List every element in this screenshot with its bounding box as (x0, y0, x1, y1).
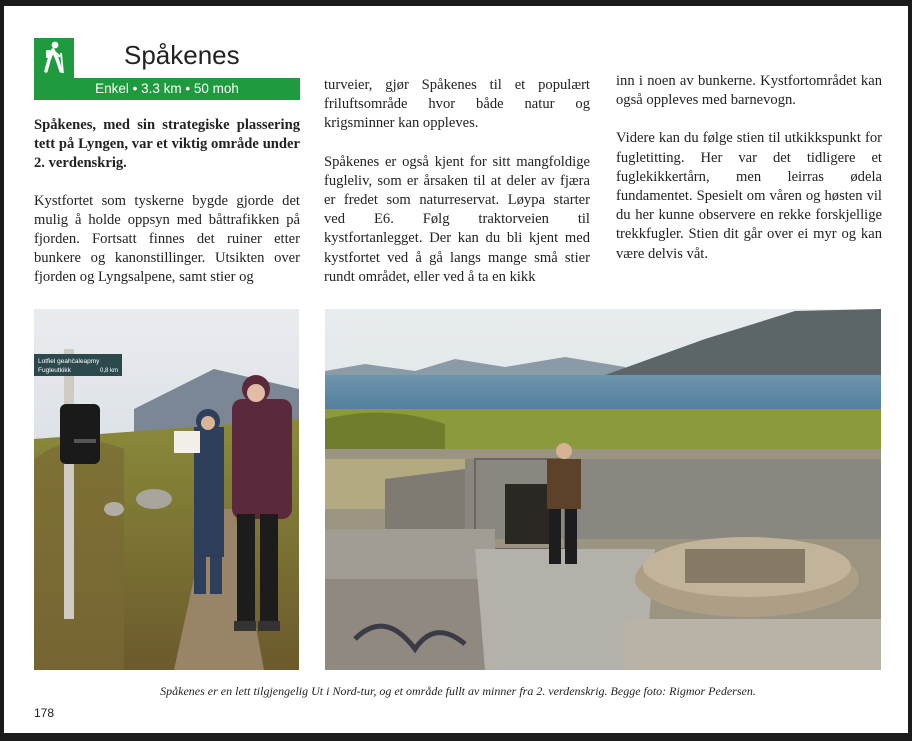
page-title: Spåkenes (124, 40, 240, 70)
photo-hikers-at-sign (34, 309, 299, 670)
sign-distance: 0,8 km (100, 368, 119, 374)
paragraph-2: Spåkenes er også kjent for sitt mangfoldige fugleliv, som er årsaken til at deler av fjæra er fredet som naturreservat. Løypa starter ved E6. Følg traktorveien til kystfortanlegget. Der kan du bli kjent med kystfortet ved å gå langs mange små stier rundt området, eller ved å ta en kikk (324, 153, 590, 285)
route-info-bar: Enkel • 3.3 km • 50 moh (34, 78, 300, 100)
paragraph-2-continued: inn i noen av bunkerne. Kystfortområdet kan også oppleves med barnevogn. (616, 73, 882, 109)
paragraph-1: Kystfortet som tyskerne bygde gjorde det mulig å holde oppsyn med båttrafikken på fjorden. Fortsatt finnes det ruiner etter bunkere og kanonstillinger. Utsikten over fjorden og Lyngsalpene, samt stier og (34, 192, 300, 286)
photo-caption: Spåkenes er en lett tilgjengelig Ut i Nord-tur, og et område fullt av minner fra 2. verdenskrig. Begge foto: Rigmor Pedersen. (160, 684, 756, 698)
paragraph-3: Videre kan du følge stien til utkikkspunkt for fugletitting. Her var det tidligere et fuglekikkertårn, men leirras ødela fundamentet. Spesielt om våren og høsten vil du her kunne observere en rekke forskjellige trekkfugler. Stien dit går over ei myr og kan være delvis våt. (616, 130, 882, 262)
paragraph-1-continued: turveier, gjør Spåkenes til et populært friluftsområde hvor både natur og krigsminner kan oppleves. (324, 77, 590, 132)
text-column-1 (34, 116, 300, 288)
book-page (4, 6, 908, 733)
page-number: 178 (34, 706, 55, 720)
photo-bunker-ruins (325, 309, 881, 670)
text-column-3 (616, 72, 882, 264)
hiker-icon (34, 38, 74, 78)
lead-paragraph: Spåkenes, med sin strategiske plassering tett på Lyngen, var et viktig område under 2. verdenskrig. (34, 117, 300, 172)
sign-text-1: Lotfiel geahčaleapmy (38, 358, 100, 365)
text-column-2 (324, 76, 590, 287)
sign-text-2: Fugleutkikk (38, 367, 71, 374)
